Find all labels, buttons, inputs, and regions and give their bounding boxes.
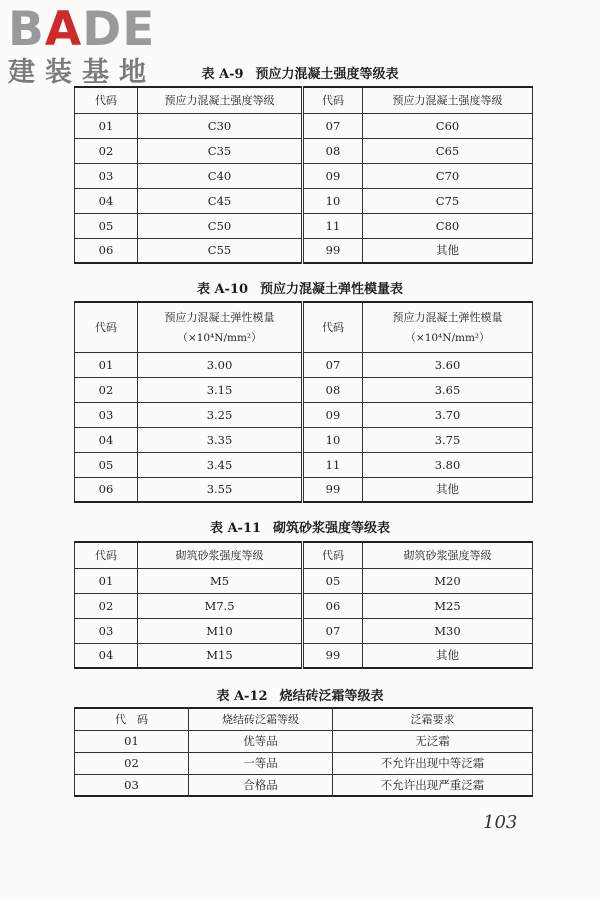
grade-cell: M20 [363,568,533,593]
code-cell: 01 [75,113,138,138]
grade-cell: M10 [138,618,303,643]
modulus-cell: 3.55 [138,477,303,502]
table-a11-header-grade: 砌筑砂浆强度等级 [138,542,303,568]
code-cell: 01 [75,568,138,593]
code-cell: 08 [303,138,363,163]
logo-subtitle: 建装基地 [8,57,156,88]
code-cell: 02 [75,752,189,774]
grade-cell: 优等品 [189,730,333,752]
table-row [75,752,533,774]
table-a10-header-modulus: 预应力混凝土弹性模量 （×10⁴N/mm²） [138,302,303,352]
table-row [75,452,533,477]
table-row [75,618,533,643]
table-a11-title: 砌筑砂浆强度等级表 [273,521,391,536]
code-cell: 99 [303,643,363,668]
grade-cell: C70 [363,163,533,188]
code-cell: 03 [75,618,138,643]
code-cell: 06 [75,238,138,263]
table-a10-title: 预应力混凝土弹性模量表 [260,282,404,297]
grade-cell: 其他 [363,238,533,263]
table-row [75,352,533,377]
code-cell: 10 [303,188,363,213]
table-row [75,213,533,238]
code-cell: 07 [303,352,363,377]
code-cell: 07 [303,113,363,138]
table-a11 [74,541,533,669]
table-a12-header-code: 代 码 [75,708,189,730]
table-row [75,427,533,452]
table-a10-number: 表 A-10 [196,282,249,297]
code-cell: 04 [75,427,138,452]
grade-cell: M30 [363,618,533,643]
modulus-cell: 3.80 [363,452,533,477]
table-a9-title: 预应力混凝土强度等级表 [255,67,399,82]
code-cell: 01 [75,730,189,752]
code-cell: 11 [303,452,363,477]
modulus-cell: 3.45 [138,452,303,477]
table-a10-header-code: 代码 [303,302,363,352]
table-a12-header-requirement: 泛霜要求 [333,708,533,730]
code-cell: 04 [75,643,138,668]
grade-cell: C75 [363,188,533,213]
table-a10-header-modulus: 预应力混凝土弹性模量 （×10⁴N/mm²） [363,302,533,352]
table-row [75,163,533,188]
table-row [75,568,533,593]
modulus-cell: 3.15 [138,377,303,402]
requirement-cell: 不允许出现严重泛霜 [333,774,533,796]
table-row [75,138,533,163]
table-row [75,402,533,427]
code-cell: 05 [75,213,138,238]
table-row [75,730,533,752]
grade-cell: C35 [138,138,303,163]
grade-cell: 合格品 [189,774,333,796]
code-cell: 05 [303,568,363,593]
modulus-cell: 3.65 [363,377,533,402]
code-cell: 06 [75,477,138,502]
table-row [75,238,533,263]
table-a9-header-code: 代码 [75,87,138,113]
table-row [75,188,533,213]
code-cell: 03 [75,402,138,427]
table-a9-caption [0,63,600,82]
code-cell: 99 [303,477,363,502]
modulus-cell: 3.60 [363,352,533,377]
code-cell: 02 [75,377,138,402]
code-cell: 02 [75,593,138,618]
modulus-cell: 3.35 [138,427,303,452]
code-cell: 02 [75,138,138,163]
grade-cell: 其他 [363,643,533,668]
grade-cell: C45 [138,188,303,213]
grade-cell: M5 [138,568,303,593]
code-cell: 08 [303,377,363,402]
modulus-unit: （×10⁴N/mm²） [405,332,490,345]
table-a11-header-code: 代码 [75,542,138,568]
table-row [75,377,533,402]
table-row [75,774,533,796]
code-cell: 09 [303,402,363,427]
table-a12 [74,707,533,797]
code-cell: 05 [75,452,138,477]
table-row [75,643,533,668]
requirement-cell: 不允许出现中等泛霜 [333,752,533,774]
modulus-cell: 其他 [363,477,533,502]
table-a10-caption [0,278,600,297]
table-a11-caption [0,517,600,536]
grade-cell: C65 [363,138,533,163]
table-a9-header-grade: 预应力混凝土强度等级 [363,87,533,113]
grade-cell: C30 [138,113,303,138]
table-a12-header-efflorescence-grade: 烧结砖泛霜等级 [189,708,333,730]
code-cell: 07 [303,618,363,643]
table-row [75,593,533,618]
table-a9-number: 表 A-9 [201,67,244,82]
grade-cell: M15 [138,643,303,668]
code-cell: 01 [75,352,138,377]
table-a10-header-code: 代码 [75,302,138,352]
grade-cell: M7.5 [138,593,303,618]
code-cell: 03 [75,774,189,796]
grade-cell: C55 [138,238,303,263]
modulus-cell: 3.25 [138,402,303,427]
table-a11-number: 表 A-11 [209,521,262,536]
grade-cell: C40 [138,163,303,188]
page-number: 103 [483,812,518,833]
requirement-cell: 无泛霜 [333,730,533,752]
table-a9-header-code: 代码 [303,87,363,113]
table-a12-title: 烧结砖泛霜等级表 [279,689,384,704]
table-row [75,113,533,138]
table-a9-header-grade: 预应力混凝土强度等级 [138,87,303,113]
code-cell: 10 [303,427,363,452]
grade-cell: C50 [138,213,303,238]
code-cell: 04 [75,188,138,213]
table-a10 [74,301,533,503]
table-a11-header-code: 代码 [303,542,363,568]
table-row [75,477,533,502]
table-a12-caption [0,685,600,704]
code-cell: 09 [303,163,363,188]
logo-wordmark: BADE [8,2,156,57]
grade-cell: 一等品 [189,752,333,774]
grade-cell: C60 [363,113,533,138]
modulus-cell: 3.70 [363,402,533,427]
table-a12-number: 表 A-12 [216,689,268,704]
modulus-cell: 3.75 [363,427,533,452]
modulus-cell: 3.00 [138,352,303,377]
grade-cell: C80 [363,213,533,238]
code-cell: 11 [303,213,363,238]
grade-cell: M25 [363,593,533,618]
table-a11-header-grade: 砌筑砂浆强度等级 [363,542,533,568]
code-cell: 03 [75,163,138,188]
code-cell: 99 [303,238,363,263]
code-cell: 06 [303,593,363,618]
table-a9 [74,86,533,264]
modulus-unit: （×10⁴N/mm²） [177,332,262,345]
